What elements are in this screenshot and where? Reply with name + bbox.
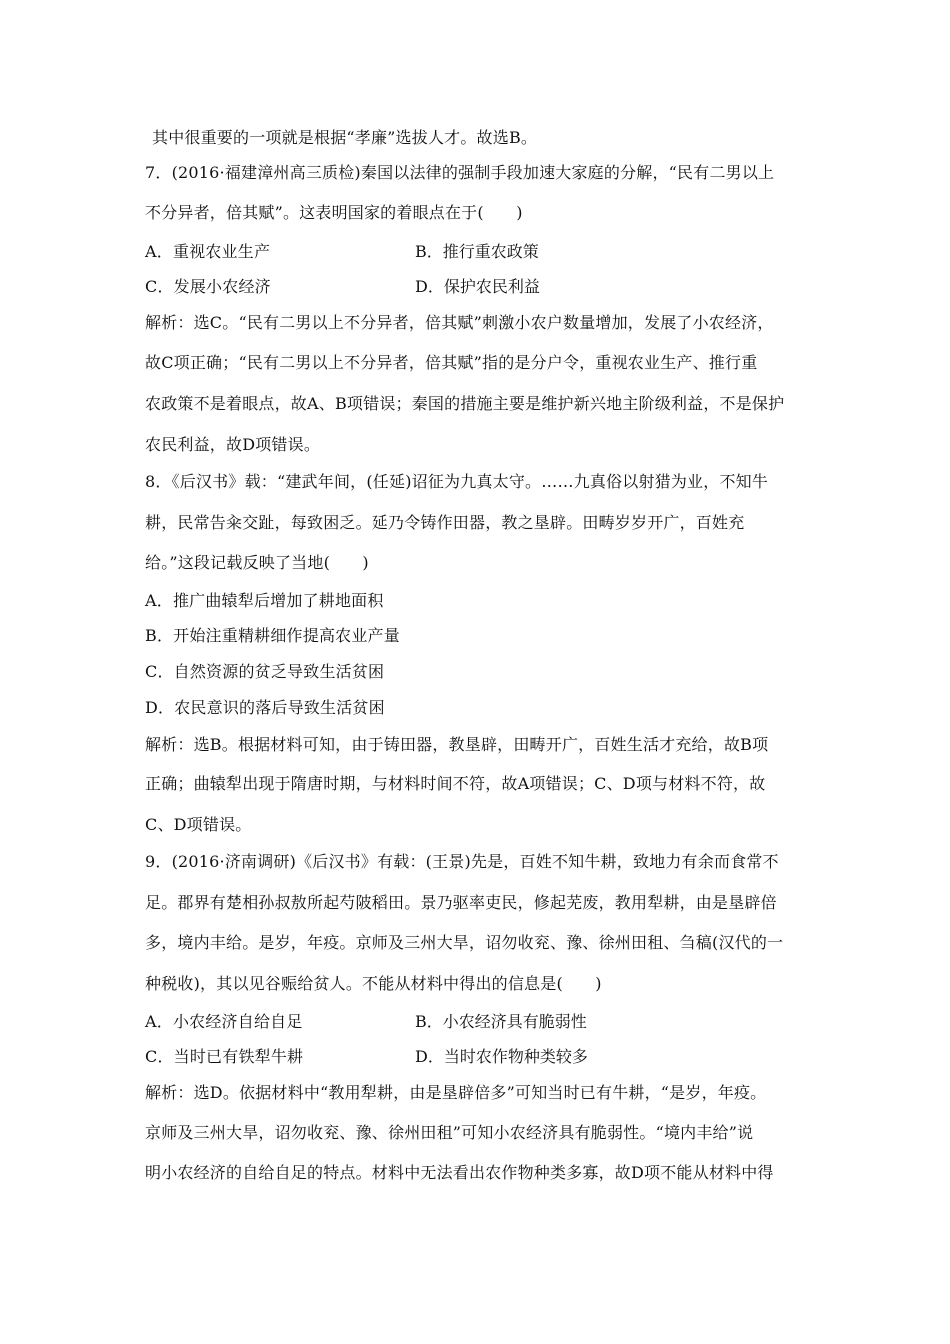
question-9-stem: 多，境内丰给。是岁，年疫。京师及三州大旱，诏勿收兖、豫、徐州田租、刍稿(汉代的一 [145, 933, 784, 952]
question-7-analysis: 故C项正确；“民有二男以上不分异者，倍其赋”指的是分户令，重视农业生产、推行重 [145, 353, 758, 372]
question-9-stem: 种税收)，其以见谷赈给贫人。不能从材料中得出的信息是( ) [145, 974, 602, 993]
question-7-stem: 7．(2016·福建漳州高三质检)秦国以法律的强制手段加速大家庭的分解，“民有二男以上 [145, 163, 775, 182]
question-8-stem: 给。”这段记载反映了当地( ) [145, 553, 369, 572]
question-9-option-a: A．小农经济自给自足 [145, 1012, 303, 1031]
question-8-option-d: D．农民意识的落后导致生活贫困 [145, 698, 385, 717]
question-7-analysis: 农民利益，故D项错误。 [145, 435, 321, 454]
question-9-stem: 9．(2016·济南调研)《后汉书》有载：(王景)先是，百姓不知牛耕，致地力有余而食常不 [145, 852, 779, 871]
question-7-option-a: A．重视农业生产 [145, 242, 271, 261]
question-8-stem: 耕，民常告籴交趾，每致困乏。延乃令铸作田器，教之垦辟。田畴岁岁开广，百姓充 [145, 513, 745, 532]
question-8-analysis: 正确；曲辕犁出现于隋唐时期，与材料时间不符，故A项错误；C、D项与材料不符，故 [145, 774, 766, 793]
question-8-analysis: 解析：选B。根据材料可知，由于铸田器，教垦辟，田畴开广，百姓生活才充给，故B项 [145, 735, 769, 754]
question-7-option-c: C．发展小农经济 [145, 277, 271, 296]
question-8-option-c: C．自然资源的贫乏导致生活贫困 [145, 662, 385, 681]
text-line: 其中很重要的一项就是根据“孝廉”选拔人才。故选B。 [152, 128, 538, 147]
question-9-option-b: B．小农经济具有脆弱性 [415, 1012, 587, 1031]
question-7-option-b: B．推行重农政策 [415, 242, 539, 261]
question-7-option-d: D．保护农民利益 [415, 277, 540, 296]
question-9-analysis: 明小农经济的自给自足的特点。材料中无法看出农作物种类多寡，故D项不能从材料中得 [145, 1163, 774, 1182]
question-9-stem: 足。郡界有楚相孙叔敖所起芍陂稻田。景乃驱率吏民，修起芜废，教用犁耕，由是垦辟倍 [145, 893, 777, 912]
question-7-stem: 不分异者，倍其赋”。这表明国家的着眼点在于( ) [145, 203, 523, 222]
question-7-analysis: 解析：选C。“民有二男以上不分异者，倍其赋”刺激小农户数量增加，发展了小农经济， [145, 313, 774, 332]
question-9-option-d: D．当时农作物种类较多 [415, 1047, 588, 1066]
question-9-analysis: 京师及三州大旱，诏勿收兖、豫、徐州田租”可知小农经济具有脆弱性。“境内丰给”说 [145, 1123, 754, 1142]
question-8-option-b: B．开始注重精耕细作提高农业产量 [145, 626, 400, 645]
question-8-analysis: C、D项错误。 [145, 815, 252, 834]
question-9-analysis: 解析：选D。依据材料中“教用犁耕，由是垦辟倍多”可知当时已有牛耕，“是岁，年疫。 [145, 1083, 767, 1102]
question-7-analysis: 农政策不是着眼点，故A、B项错误；秦国的措施主要是维护新兴地主阶级利益，不是保护 [145, 394, 785, 413]
question-8-option-a: A．推广曲辕犁后增加了耕地面积 [145, 591, 384, 610]
question-9-option-c: C．当时已有铁犁牛耕 [145, 1047, 304, 1066]
question-8-stem: 8．《后汉书》载：“建武年间，(任延)诏征为九真太守。……九真俗以射猎为业，不知牛 [145, 472, 769, 491]
